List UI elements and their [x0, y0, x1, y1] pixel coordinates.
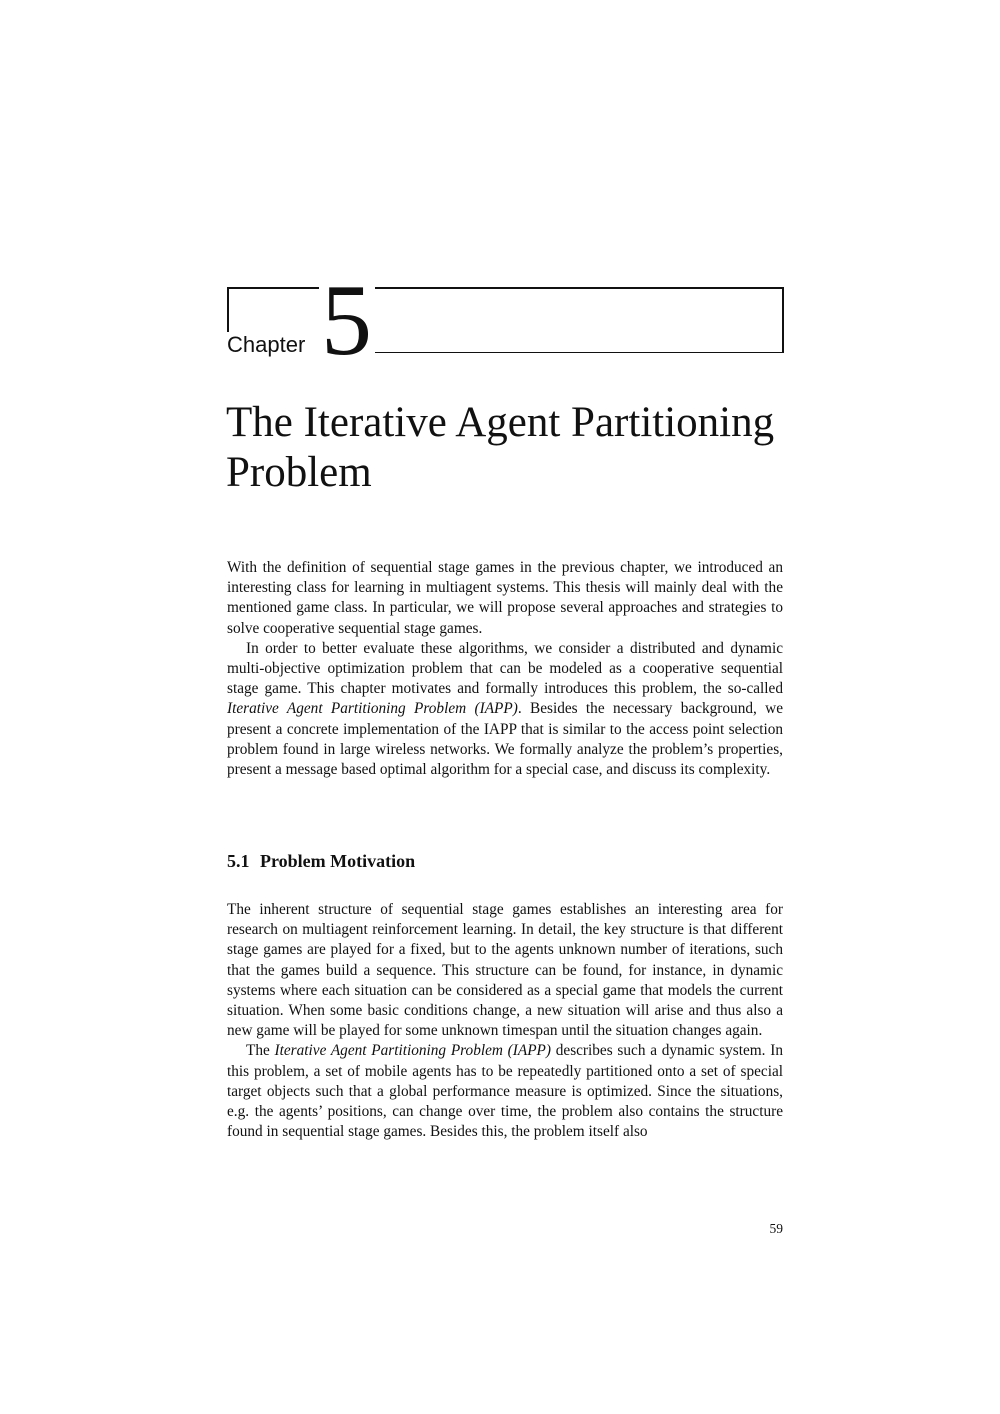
section-paragraph-2: [227, 1041, 783, 1142]
chapter-frame-left-line: [227, 287, 229, 332]
chapter-frame-top-right-line: [375, 287, 783, 289]
intro-text: [227, 558, 783, 780]
chapter-title: The Iterative Agent Partitioning Problem: [226, 399, 775, 496]
chapter-number: 5: [321, 264, 372, 377]
section-paragraph-2-text-end: describes such a dynamic system. In this problem, a set of mobile agents has to be repeatedly partitioned onto a set of special target objects such that a global performance measure is optimized. Since the situations, e.g. the agents’ positions, can change over time, the problem also contains the structure found in sequential stage games. Besides this, the problem itself also: [227, 1042, 784, 1141]
chapter-label: Chapter: [227, 332, 306, 357]
intro-paragraph-2-emphasis: Iterative Agent Partitioning Problem (IAPP): [227, 700, 518, 718]
section-heading: [227, 849, 415, 873]
section-paragraph-2-emphasis: Iterative Agent Partitioning Problem (IAPP): [274, 1042, 551, 1060]
intro-paragraph-2: [227, 639, 783, 780]
section-paragraph-2-text-start: The: [246, 1042, 275, 1060]
intro-paragraph-1: With the definition of sequential stage games in the previous chapter, we introduced an interesting class for learning in multiagent systems. This thesis will mainly deal with the mentioned game class. In particular, we will propose several approaches and strategies to solve cooperative sequential stage games.: [227, 559, 783, 637]
section-paragraph-1: The inherent structure of sequential stage games establishes an interesting area for research on multiagent reinforcement learning. In detail, the key structure is that different stage games are played for a fixed, but to the agents unknown number of iterations, such that the games build a sequence. This structure can be found, for instance, in dynamic systems where each situation can be considered as a special game that models the current situation. When some basic conditions change, a new situation will arise and thus also a new game will be played for some unknown timespan until the situation changes again.: [227, 901, 783, 1040]
section-title: Problem Motivation: [260, 851, 416, 871]
chapter-frame-bottom-line: [375, 352, 783, 354]
intro-paragraph-2-text-start: In order to better evaluate these algorithms, we consider a distributed and dynamic multi-objective optimization problem that can be modeled as a cooperative sequential stage game. This chapter motivates and formally introduces this problem, the so-called: [227, 639, 783, 698]
intro-paragraph-2-text-end: . Besides the necessary background, we present a concrete implementation of the IAPP that is similar to the access point selection problem found in large wireless networks. We formally analyze the problem’s properties, present a message based optimal algorithm for a special case, and discuss its complexity.: [227, 700, 783, 779]
section-text: [227, 900, 783, 1142]
section-number: 5.1: [227, 851, 250, 871]
page-number: 59: [769, 1221, 783, 1236]
chapter-frame-right-line: [782, 287, 784, 353]
chapter-frame-top-left-line: [227, 287, 319, 289]
